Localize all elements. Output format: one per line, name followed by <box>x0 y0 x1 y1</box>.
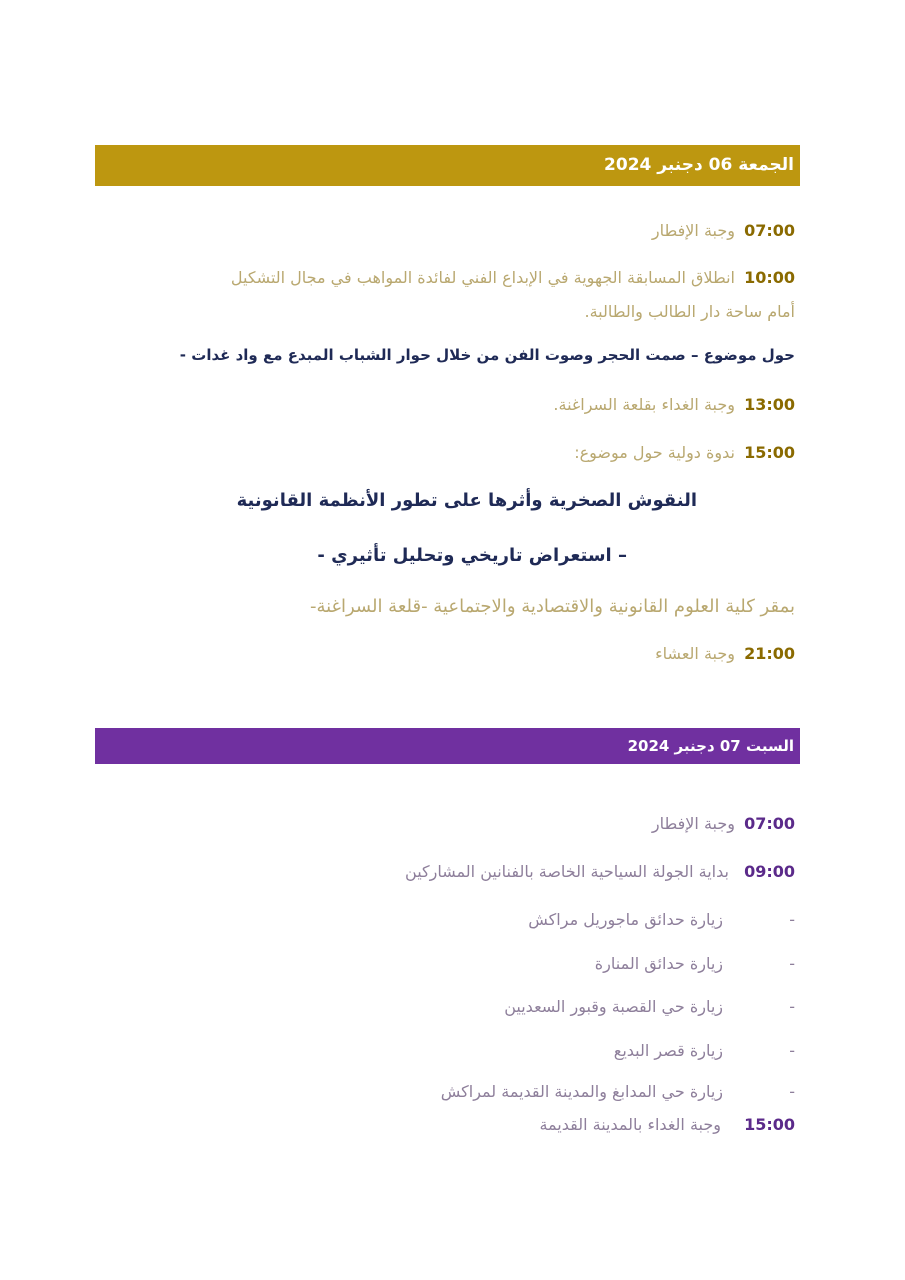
tour-stop <box>528 910 795 929</box>
tour-stop-text: زيارة قصر البديع <box>613 1041 723 1060</box>
item-text: أمام ساحة دار الطالب والطالبة. <box>584 302 795 321</box>
item-text: وجبة الغداء بالمدينة القديمة <box>539 1115 721 1134</box>
time-label: 09:00 <box>744 862 795 881</box>
day1-item-venue <box>310 596 795 617</box>
bullet-dash: - <box>789 1082 795 1101</box>
tour-stop <box>614 1041 795 1060</box>
bullet-dash: - <box>789 954 795 973</box>
item-text: بداية الجولة السياحية الخاصة بالفنانين المشاركين <box>405 862 729 881</box>
time-label: 21:00 <box>744 644 795 663</box>
day2-item-breakfast <box>652 814 795 833</box>
bullet-dash: - <box>789 910 795 929</box>
item-text: ندوة دولية حول موضوع: <box>574 443 735 462</box>
tour-stop-text: زيارة حدائق ماجوريل مراكش <box>528 910 723 929</box>
day2-header: السبت 07 دجنبر 2024 <box>95 728 800 764</box>
day2-item-tour <box>405 862 795 881</box>
day1-item-lunch <box>553 395 795 414</box>
tour-stop-text: زيارة حي المدابغ والمدينة القديمة لمراكش <box>440 1082 723 1101</box>
item-text: بمقر كلية العلوم القانونية والاقتصادية والاجتماعية -قلعة السراغنة- <box>309 596 795 617</box>
day1-item-competition <box>231 268 795 287</box>
tour-stop <box>441 1082 795 1101</box>
time-label: 13:00 <box>744 395 795 414</box>
day1-header: الجمعة 06 دجنبر 2024 <box>95 145 800 186</box>
item-text: وجبة الإفطار <box>651 814 735 833</box>
symposium-subtitle: – استعراض تاريخي وتحليل تأثيري - <box>317 545 627 566</box>
time-label: 07:00 <box>744 221 795 240</box>
day1-item-dinner <box>655 644 795 663</box>
day1-item-breakfast <box>652 221 795 240</box>
item-text: وجبة العشاء <box>655 644 735 663</box>
bullet-dash: - <box>789 997 795 1016</box>
item-text: وجبة الإفطار <box>651 221 735 240</box>
symposium-title: النقوش الصخرية وأثرها على تطور الأنظمة القانونية <box>236 490 697 511</box>
item-text: وجبة الغداء بقلعة السراغنة. <box>553 395 735 414</box>
item-text: انطلاق المسابقة الجهوية في الإبداع الفني لفائدة المواهب في مجال التشكيل <box>230 268 735 287</box>
time-label: 15:00 <box>744 1115 795 1134</box>
tour-stop-text: زيارة حي القصبة وقبور السعديين <box>504 997 723 1016</box>
day1-item-competition-location <box>584 302 795 321</box>
tour-stop-text: زيارة حدائق المنارة <box>594 954 723 973</box>
day1-item-theme: حول موضوع – صمت الحجر وصوت الفن من خلال حوار الشباب المبدع مع واد غدات - <box>179 346 795 364</box>
time-label: 07:00 <box>744 814 795 833</box>
time-label: 15:00 <box>744 443 795 462</box>
time-label: 10:00 <box>744 268 795 287</box>
day1-item-symposium <box>574 443 795 462</box>
tour-stop <box>504 997 795 1016</box>
day2-item-lunch <box>539 1115 795 1134</box>
bullet-dash: - <box>789 1041 795 1060</box>
tour-stop <box>595 954 795 973</box>
